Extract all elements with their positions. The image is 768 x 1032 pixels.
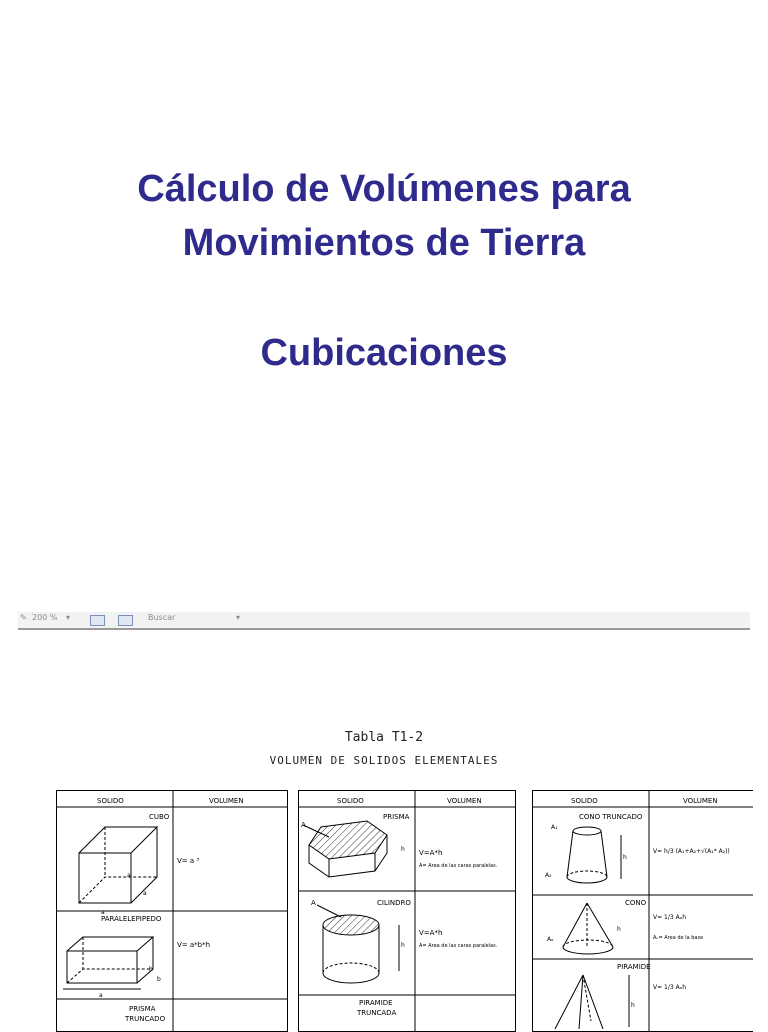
- svg-text:h: h: [401, 942, 405, 949]
- cilindro-formula: V=A*h: [419, 929, 443, 937]
- paralelepipedo-formula: V= a*b*h: [177, 941, 211, 949]
- cylinder-drawing: [317, 905, 399, 983]
- svg-text:h: h: [617, 926, 621, 933]
- piramide-truncada-label-1: PIRAMIDE: [359, 999, 393, 1007]
- viewer-toolbar: [18, 612, 750, 630]
- search-dropdown-icon[interactable]: ▾: [236, 613, 241, 622]
- solids-table-1: [56, 790, 288, 1032]
- svg-text:h: h: [401, 846, 405, 853]
- cono-formula: V= 1/3 Aₒh: [653, 914, 686, 921]
- cilindro-note: A= Area de las caras paralelas.: [419, 943, 498, 949]
- slide-subtitle: Cubicaciones: [260, 332, 508, 374]
- svg-text:A₁: A₁: [551, 824, 558, 831]
- svg-text:A: A: [311, 899, 316, 907]
- pyramid-drawing: [555, 975, 629, 1029]
- svg-text:h: h: [631, 1002, 635, 1009]
- col-volume-header: VOLUMEN: [209, 797, 244, 805]
- svg-text:a: a: [101, 909, 105, 916]
- svg-text:b: b: [157, 976, 161, 983]
- parallelepiped-drawing: [63, 937, 153, 989]
- piramide-formula: V= 1/3 Aₒh: [653, 984, 686, 991]
- cubo-formula: V= a ³: [177, 857, 200, 865]
- prisma-truncado-label-2: TRUNCADO: [125, 1015, 166, 1023]
- prisma-note: A= Area de las caras paralelas.: [419, 863, 498, 869]
- search-input[interactable]: Buscar: [148, 613, 176, 622]
- prisma-label: PRISMA: [383, 813, 410, 821]
- fit-width-button[interactable]: [90, 615, 105, 626]
- svg-text:h: h: [149, 966, 153, 973]
- svg-text:a: a: [143, 890, 147, 897]
- cone-drawing: [563, 903, 613, 954]
- svg-text:A₂: A₂: [545, 872, 552, 879]
- cono-truncado-label: CONO TRUNCADO: [579, 813, 643, 821]
- col-volume-header: VOLUMEN: [683, 797, 718, 805]
- svg-text:a: a: [99, 992, 103, 999]
- table-title: Tabla T1-2: [344, 730, 424, 745]
- table-subtitle: VOLUMEN DE SOLIDOS ELEMENTALES: [269, 754, 499, 767]
- cono-note: Aₒ= Area de la base: [653, 935, 704, 941]
- svg-text:A: A: [301, 821, 306, 829]
- paralelepipedo-label: PARALELEPIPEDO: [101, 915, 162, 923]
- truncated-cone-drawing: [567, 827, 621, 883]
- slide-title-line2: Movimientos de Tierra: [182, 222, 586, 264]
- col-solid-header: SOLIDO: [571, 797, 598, 805]
- svg-text:h: h: [623, 854, 627, 861]
- prism-drawing: [303, 821, 387, 877]
- cono-truncado-formula: V= h/3 (A₁+A₂+√(A₁* A₂)): [653, 848, 730, 855]
- piramide-truncada-label-2: TRUNCADA: [357, 1009, 397, 1017]
- svg-text:Aₒ: Aₒ: [547, 936, 554, 943]
- prisma-truncado-label-1: PRISMA: [129, 1005, 156, 1013]
- svg-text:a: a: [127, 872, 131, 879]
- col-volume-header: VOLUMEN: [447, 797, 482, 805]
- slide-title-line1: Cálculo de Volúmenes para: [137, 168, 631, 210]
- piramide-label: PIRAMIDE: [617, 963, 651, 971]
- fit-page-button[interactable]: [118, 615, 133, 626]
- pencil-icon[interactable]: ✎: [20, 613, 27, 622]
- cono-label: CONO: [625, 899, 647, 907]
- prisma-formula: V=A*h: [419, 849, 443, 857]
- solids-table-3: [532, 790, 753, 1032]
- col-solid-header: SOLIDO: [97, 797, 124, 805]
- solids-table-2: [298, 790, 516, 1032]
- zoom-level[interactable]: 200 %: [32, 613, 58, 622]
- zoom-dropdown-icon[interactable]: ▾: [66, 613, 71, 622]
- cubo-label: CUBO: [149, 813, 170, 821]
- cilindro-label: CILINDRO: [377, 899, 411, 907]
- col-solid-header: SOLIDO: [337, 797, 364, 805]
